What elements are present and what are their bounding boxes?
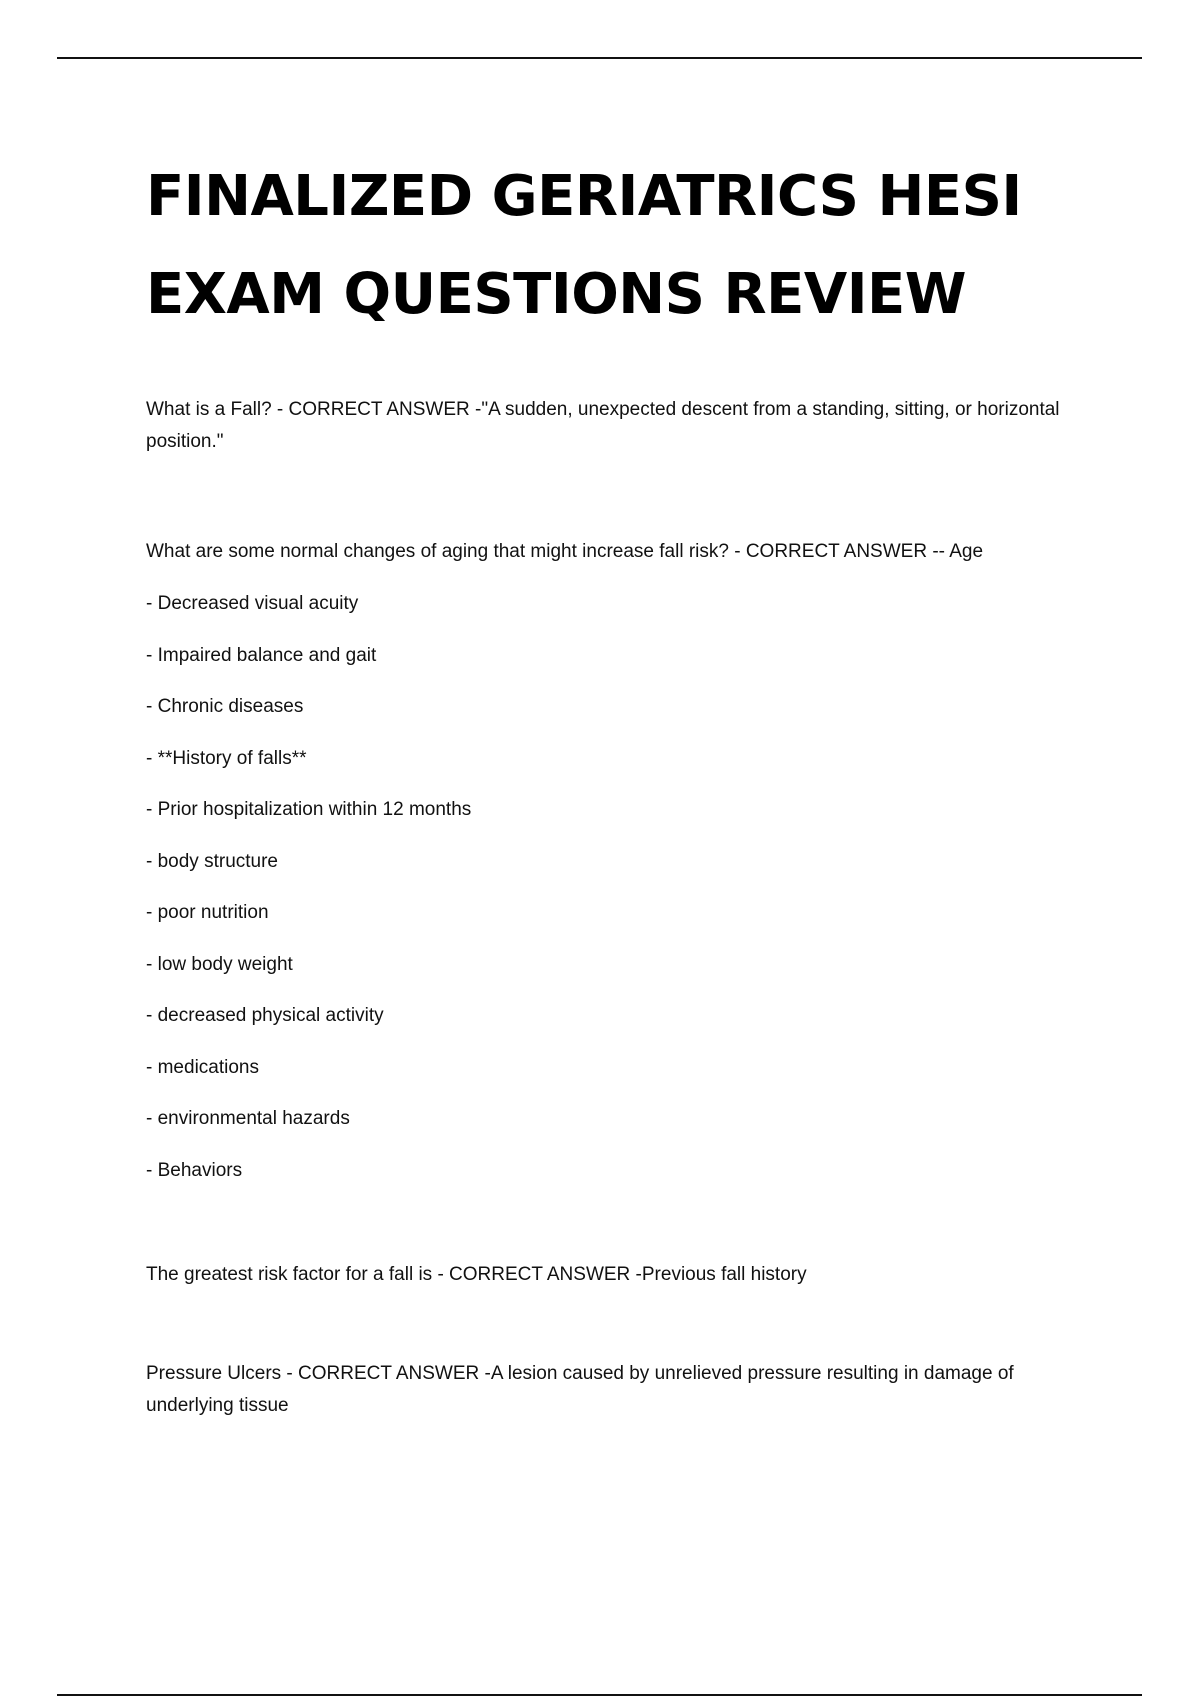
document-body xyxy=(146,148,1066,1422)
title-line-2: EXAM QUESTIONS REVIEW xyxy=(146,262,967,327)
list-item: - poor nutrition xyxy=(146,902,269,923)
bottom-rule xyxy=(57,1694,1142,1696)
list-item: - environmental hazards xyxy=(146,1108,350,1129)
list-item: - Impaired balance and gait xyxy=(146,644,377,666)
question-pressure-ulcers: Pressure Ulcers - CORRECT ANSWER -A lesion caused by unrelieved pressure resulting in damage of underlying tissue xyxy=(146,1362,1014,1416)
list-item: - Decreased visual acuity xyxy=(146,593,359,614)
list-item: - Chronic diseases xyxy=(146,696,304,717)
title-line-1: FINALIZED GERIATRICS HESI xyxy=(146,164,1022,229)
list-item: - medications xyxy=(146,1056,259,1078)
list-item: - decreased physical activity xyxy=(146,1005,384,1026)
list-item: - Prior hospitalization within 12 months xyxy=(146,799,472,820)
question-greatest-risk-factor: The greatest risk factor for a fall is - CORRECT ANSWER -Previous fall history xyxy=(146,1263,807,1285)
list-item: - low body weight xyxy=(146,953,293,975)
question-fall-definition: What is a Fall? - CORRECT ANSWER -"A sudden, unexpected descent from a standing, sitting, or horizontal position." xyxy=(146,399,1060,452)
list-item: - Behaviors xyxy=(146,1159,243,1181)
question-aging-fall-risk: What are some normal changes of aging that might increase fall risk? - CORRECT ANSWER -- Age xyxy=(146,541,984,562)
risk-factor-list xyxy=(146,588,1066,1187)
list-item: - body structure xyxy=(146,850,278,872)
document-title xyxy=(146,148,1066,344)
top-rule xyxy=(57,57,1142,59)
list-item: - **History of falls** xyxy=(146,747,307,769)
